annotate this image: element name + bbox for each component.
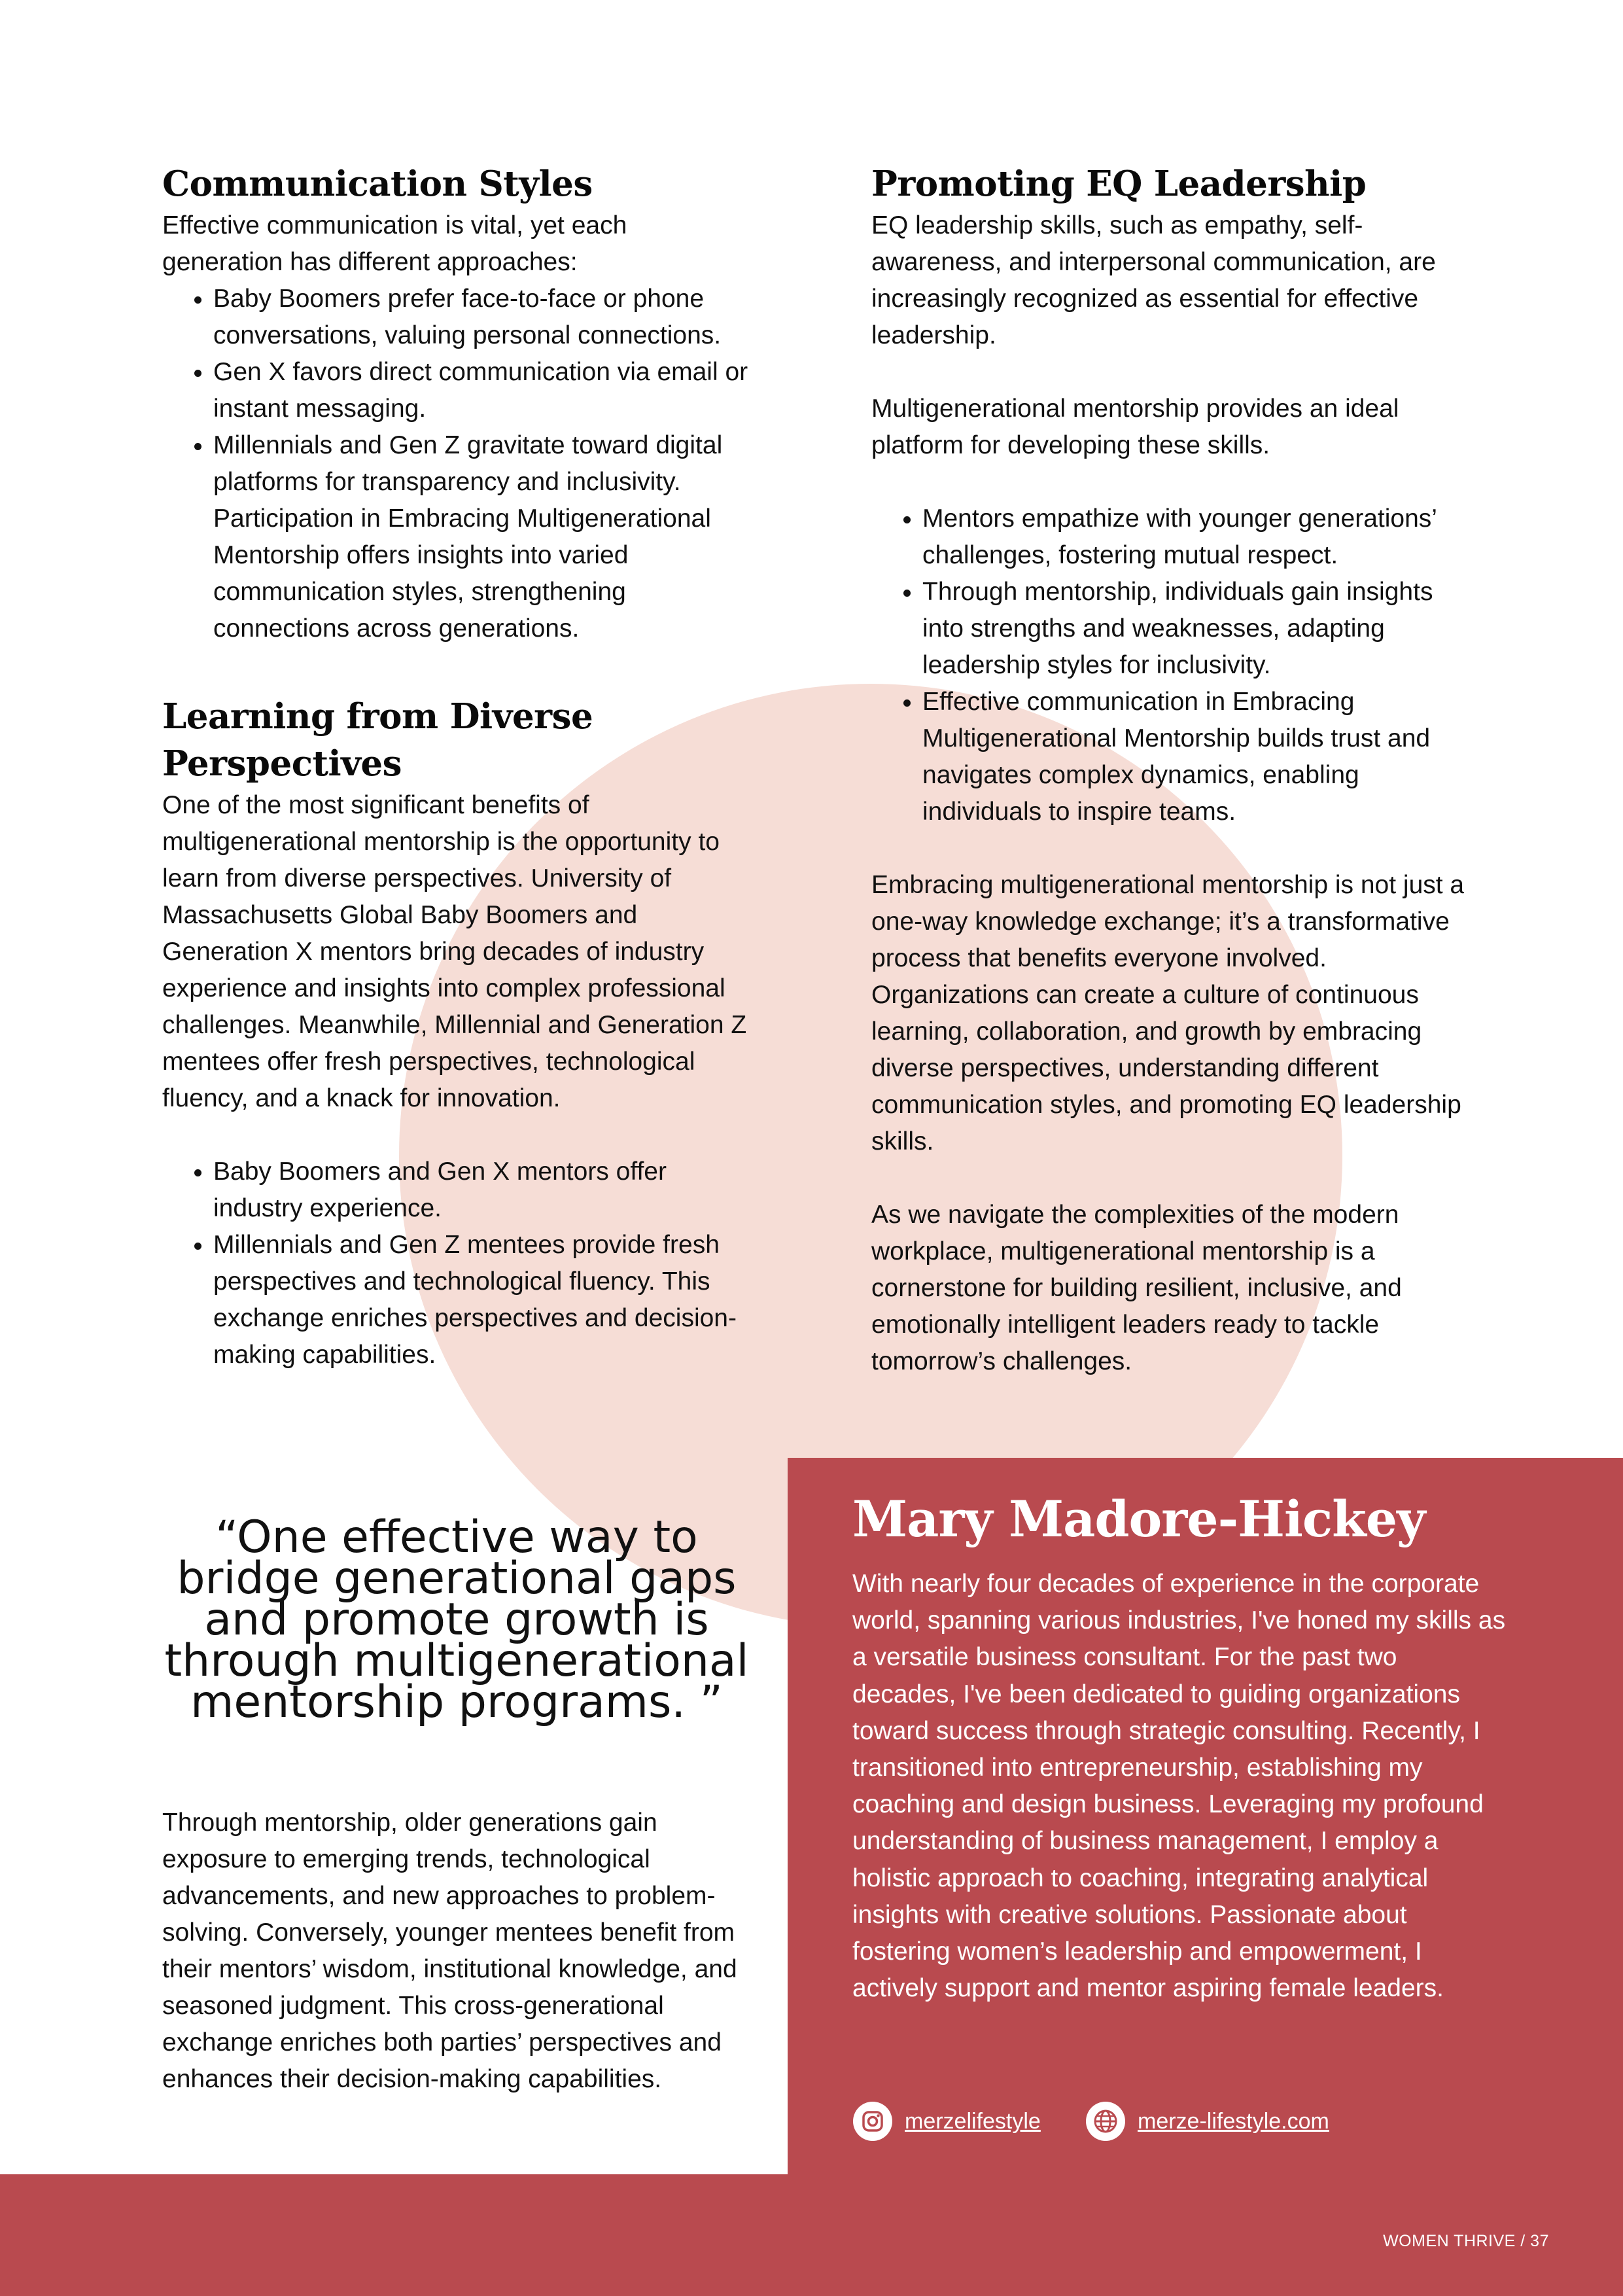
instagram-link-group bbox=[852, 2101, 1041, 2142]
communication-intro: Effective communication is vital, yet each generation has different approaches: bbox=[162, 211, 627, 276]
quote-line: bridge generational gaps bbox=[177, 1553, 737, 1604]
communication-list bbox=[162, 281, 751, 647]
learning-list bbox=[162, 1154, 751, 1373]
quote-line: “One effective way to bbox=[215, 1511, 698, 1563]
list-item: • Gen X favors direct communication via email or instant messaging. bbox=[213, 354, 751, 427]
author-name: Mary Madore-Hickey bbox=[852, 1490, 1425, 1548]
list-item: • Millennials and Gen Z mentees provide fresh perspectives and technological fluency. This exchange enriches perspectives and decision-making capabilities. bbox=[213, 1227, 751, 1373]
learning-heading-line1: Learning from Diverse bbox=[162, 696, 593, 737]
quote-line: mentorship programs. ” bbox=[190, 1676, 723, 1728]
left-column bbox=[162, 160, 751, 1373]
author-bio-box bbox=[788, 1458, 1623, 2174]
eq-paragraph-4: As we navigate the complexities of the modern workplace, multigenerational mentorship is a cornerstone for building resilient, inclusive, and emotionally intelligent leaders ready to tackle tomorrow’s challenges. bbox=[871, 1201, 1402, 1375]
eq-list bbox=[871, 501, 1473, 830]
learning-heading bbox=[162, 693, 751, 787]
learning-paragraph: One of the most significant benefits of multigenerational mentorship is the opportunity to learn from diverse perspectives. University of Massachusetts Global Baby Boomers and Generation X mentors bring decades of industry experience and insights into complex professional challenges. Meanwhile, Millennial and Generation Z mentees offer fresh perspectives, technological fluency, and a knack for innovation. bbox=[162, 791, 747, 1112]
eq-heading: Promoting EQ Leadership bbox=[871, 164, 1367, 204]
right-column bbox=[871, 160, 1473, 1380]
instagram-link[interactable]: merzelifestyle bbox=[905, 2109, 1041, 2134]
communication-heading: Communication Styles bbox=[162, 164, 593, 204]
list-item: • Baby Boomers prefer face-to-face or phone conversations, valuing personal connections. bbox=[213, 281, 751, 354]
instagram-icon bbox=[852, 2101, 893, 2142]
website-link[interactable]: merze-lifestyle.com bbox=[1138, 2109, 1329, 2134]
learning-section bbox=[162, 693, 751, 1373]
page-label: WOMEN THRIVE / 37 bbox=[1383, 2232, 1549, 2250]
list-item: • Baby Boomers and Gen X mentors offer industry experience. bbox=[213, 1154, 751, 1227]
eq-paragraph-1: EQ leadership skills, such as empathy, self-awareness, and interpersonal communication, are increasingly recognized as essential for effective leadership. bbox=[871, 211, 1436, 349]
list-item: • Effective communication in Embracing Multigenerational Mentorship builds trust and navigates complex dynamics, enabling individuals to inspire teams. bbox=[922, 684, 1473, 830]
author-bio-text: With nearly four decades of experience in the corporate world, spanning various industries, I've honed my skills as a versatile business consultant. For the past two decades, I've been dedicated to guiding organizations toward success through strategic consulting. Recently, I transitioned into entrepreneurship, establishing my coaching and design business. Leveraging my profound understanding of business management, I employ a holistic approach to coaching, integrating analytical insights with creative solutions. Passionate about fostering women’s leadership and empowerment, I actively support and mentor aspiring female leaders. bbox=[852, 1570, 1506, 2003]
footer-bar bbox=[0, 2174, 1623, 2296]
eq-paragraph-3: Embracing multigenerational mentorship is not just a one-way knowledge exchange; it’s a transformative process that benefits everyone involved. Organizations can create a culture of continuous learning, collaboration, and growth by embracing diverse perspectives, understanding different communication styles, and promoting EQ leadership skills. bbox=[871, 871, 1465, 1156]
list-item: • Millennials and Gen Z gravitate toward digital platforms for transparency and inclusivity. Participation in Embracing Multigenerational Mentorship offers insights into varied communication styles, strengthening connections across generations. bbox=[213, 427, 751, 647]
list-item: • Mentors empathize with younger generations’ challenges, fostering mutual respect. bbox=[922, 501, 1473, 574]
quote-line: and promote growth is bbox=[204, 1594, 709, 1646]
mentorship-paragraph: Through mentorship, older generations gain exposure to emerging trends, technological advancements, and new approaches to problem-solving. Conversely, younger mentees benefit from their mentors’ wisdom, institutional knowledge, and seasoned judgment. This cross-generational exchange enriches both parties’ perspectives and enhances their decision-making capabilities. bbox=[162, 1809, 737, 2093]
quote-line: through multigenerational bbox=[164, 1635, 749, 1687]
eq-paragraph-2: Multigenerational mentorship provides an ideal platform for developing these skills. bbox=[871, 395, 1399, 459]
list-item: • Through mentorship, individuals gain insights into strengths and weaknesses, adapting leadership styles for inclusivity. bbox=[922, 574, 1473, 684]
communication-section bbox=[162, 160, 751, 647]
pull-quote bbox=[162, 1511, 751, 1728]
website-link-group bbox=[1085, 2101, 1329, 2142]
learning-heading-line2: Perspectives bbox=[162, 743, 402, 784]
globe-icon bbox=[1085, 2101, 1126, 2142]
